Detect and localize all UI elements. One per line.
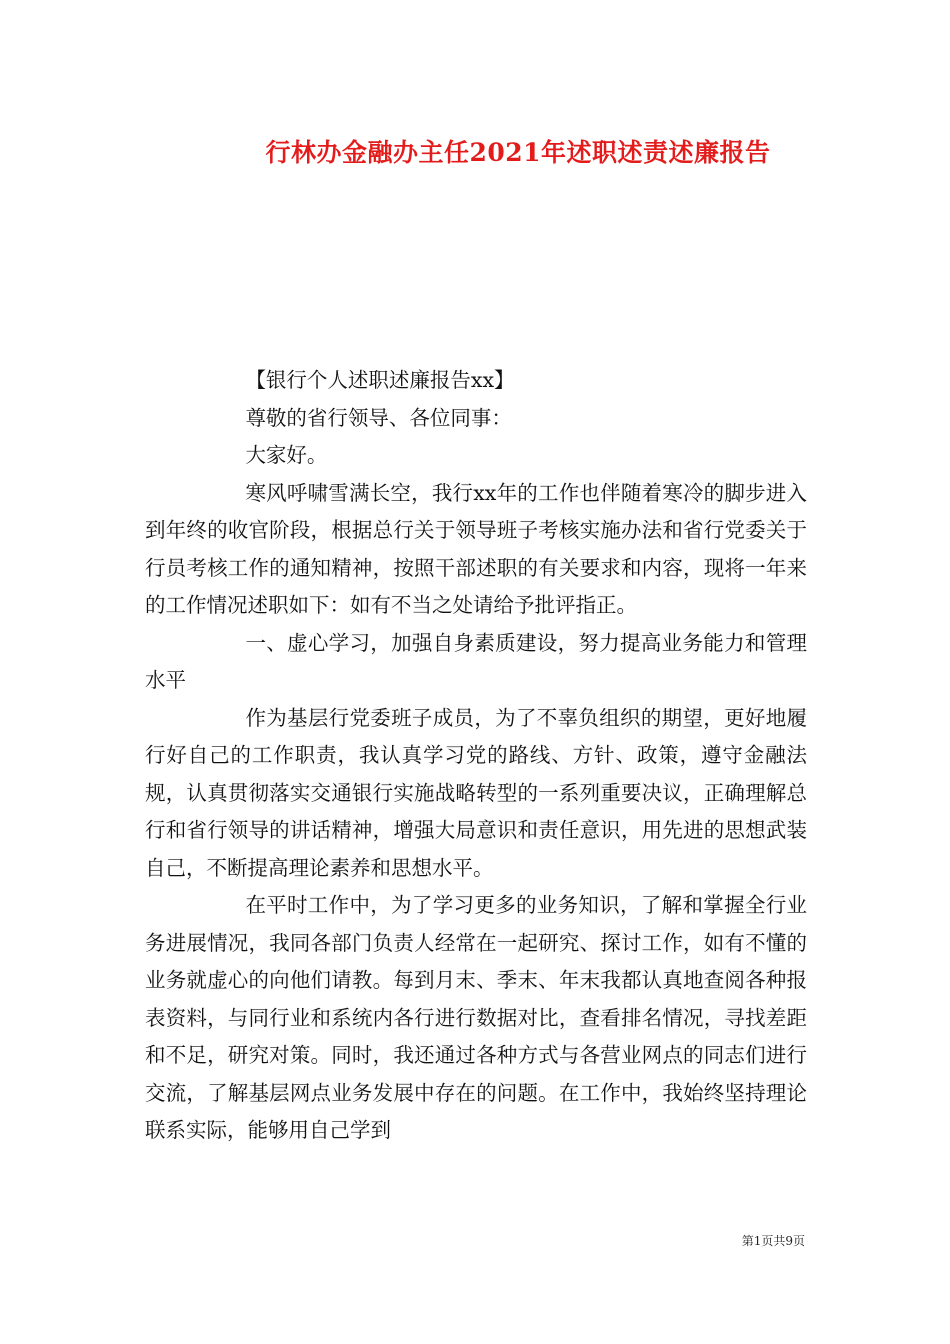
document-body	[145, 362, 807, 1150]
paragraph-intro: 寒风呼啸雪满长空，我行xx年的工作也伴随着寒冷的脚步进入到年终的收官阶段，根据总行关于领导班子考核实施办法和省行党委关于行员考核工作的通知精神，按照干部述职的有关要求和内容，现将一年来的工作情况述职如下：如有不当之处请给予批评指正。	[145, 480, 807, 617]
paragraph-salutation: 尊敬的省行领导、各位同事：	[245, 405, 512, 430]
paragraph-source-tag: 【银行个人述职述廉报告xx】	[245, 368, 515, 392]
paragraph-greeting: 大家好。	[245, 443, 328, 467]
document-title: 行林办金融办主任2021年述职述责述廉报告	[265, 138, 771, 167]
page-number: 第1页共9页	[741, 1234, 805, 1248]
paragraph-daily-work: 在平时工作中，为了学习更多的业务知识，了解和掌握全行业务进展情况，我同各部门负责人经常在一起研究、探讨工作，如有不懂的业务就虚心的向他们请教。每到月末、季末、年末我都认真地查阅各种报表资料，与同行业和系统内各行进行数据对比，查看排名情况，寻找差距和不足，研究对策。同时，我还通过各种方式与各营业网点的同志们进行交流，了解基层网点业务发展中存在的问题。在工作中，我始终坚持理论联系实际，能够用自己学到	[145, 893, 807, 1142]
section-heading-1: 一、虚心学习，加强自身素质建设，努力提高业务能力和管理水平	[145, 630, 807, 692]
paragraph-study: 作为基层行党委班子成员，为了不辜负组织的期望，更好地履行好自己的工作职责，我认真学习党的路线、方针、政策，遵守金融法规，认真贯彻落实交通银行实施战略转型的一系列重要决议，正确理解总行和省行领导的讲话精神，增强大局意识和责任意识，用先进的思想武装自己，不断提高理论素养和思想水平。	[145, 705, 807, 880]
